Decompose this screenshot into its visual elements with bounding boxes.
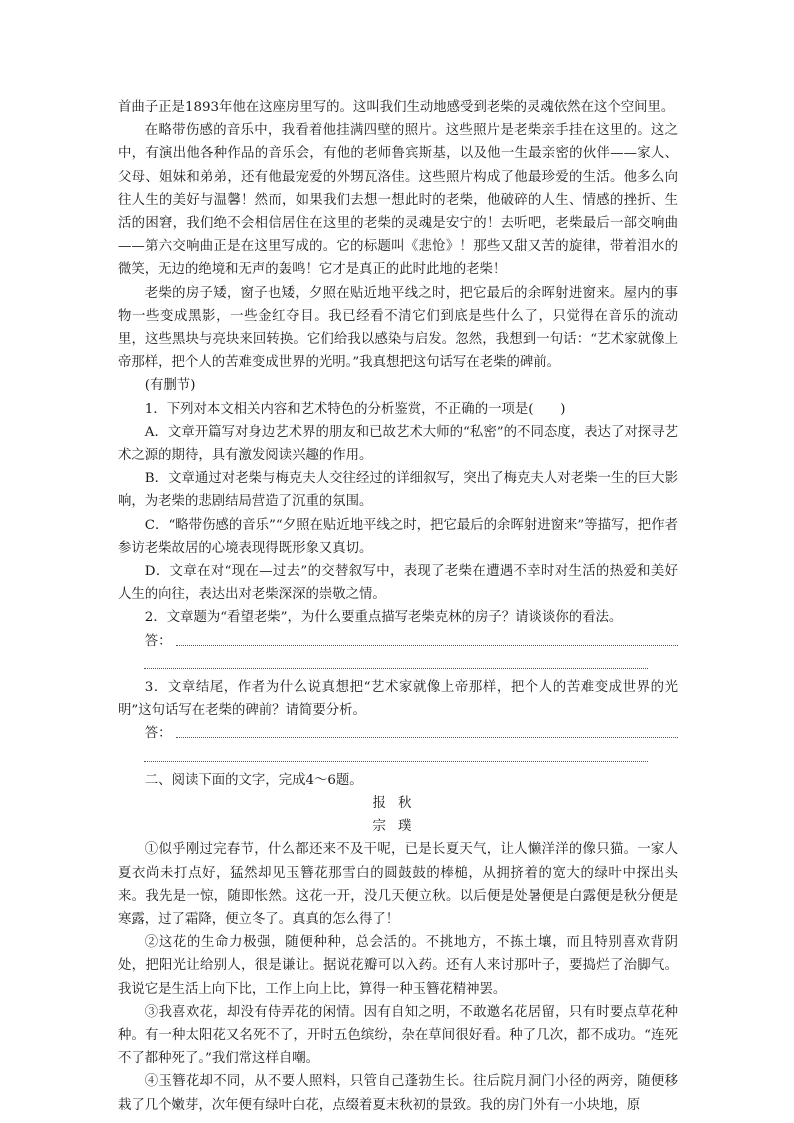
answer-label: 答： [144,633,172,649]
option-d: D．文章在对“现在—过去”的交替叙写中，表现了老柴在遭遇不幸时对生活的热爱和美好人生的向往，表达出对老柴深深的崇敬之情。 [118,564,678,603]
dotted-line [144,761,648,762]
passage-paragraph: 老柴的房子矮，窗子也矮，夕照在贴近地平线之时，把它最后的余晖射进窗来。屋内的事物一些变成黑影，一些金红夺目。我已经看不清它们到底是些什么了，只觉得在音乐的流动里，这些黑块与亮块来回转换。它们给我以感染与启发。忽然，我想到一句话：“艺术家就像上帝那样，把个人的苦难变成世界的光明。”我真想把这句话写在老柴的碑前。 [118,285,678,371]
document-page [118,96,678,1117]
article-paragraph: ③我喜欢花，却没有侍弄花的闲情。因有自知之明，不敢邀名花居留，只有时要点草花种种。有一种太阳花又名死不了，开时五色缤纷，杂在草间很好看。种了几次，都不成功。“连死不了都种死了。”我们常这样自嘲。 [118,1004,678,1067]
dotted-line [144,668,648,669]
option-b: B．文章通过对老柴与梅克夫人交往经过的详细叙写，突出了梅克夫人对老柴一生的巨大影响，为老柴的悲剧结局营造了沉重的氛围。 [118,471,678,510]
article-author: 宗璞 [372,819,424,835]
section-heading: 二、阅读下面的文字，完成4～6题。 [144,772,363,788]
dotted-line [176,645,678,646]
passage-paragraph: 首曲子正是1893年他在这座房里写的。这叫我们生动地感受到老柴的灵魂依然在这个空间里。 [118,100,675,115]
question-2: 2．文章题为“看望老柴”，为什么要重点描写老柴克林的房子？请谈谈你的看法。 [144,610,623,626]
article-paragraph: ④玉簪花却不同，从不要人照料，只管自己蓬勃生长。往后院月洞门小径的两旁，随便移栽了几个嫩芽，次年便有绿叶白花，点缀着夏末秋初的景致。我的房门外有一小块地，原 [118,1074,678,1113]
option-a: A．文章开篇写对身边艺术界的朋友和已故艺术大师的“私密”的不同态度，表达了对探寻艺术之源的期待，具有激发阅读兴趣的作用。 [118,424,678,464]
article-title: 报秋 [372,796,424,812]
answer-line[interactable] [118,746,678,769]
question-1: 1．下列对本文相关内容和艺术特色的分析鉴赏，不正确的一项是( ) [144,401,566,417]
answer-line[interactable] [118,630,678,653]
answer-line[interactable] [118,653,678,676]
passage-paragraph: 在略带伤感的音乐中，我看着他挂满四壁的照片。这些照片是老柴亲手挂在这里的。这之中，有演出他各种作品的音乐会，有他的老师鲁宾斯基，以及他一生最亲密的伙伴——家人、父母、姐妹和弟弟，还有他最宠爱的外甥瓦洛佳。这些照片构成了他最珍爱的生活。他多么向往人生的美好与温馨！然而，如果我们去想一想此时的老柴，他破碎的人生、情感的挫折、生活的困窘，我们绝不会相信居住在这里的老柴的灵魂是安宁的！去听吧，老柴最后一部交响曲——第六交响曲正是在这里写成的。它的标题叫《悲怆》！那些又甜又苦的旋律，带着泪水的微笑，无边的绝境和无声的轰鸣！它才是真正的此时此地的老柴！ [118,123,678,278]
option-c: C．“略带伤感的音乐”“夕照在贴近地平线之时，把它最后的余晖射进窗来”等描写，把作者参访老柴故居的心境表现得既形象又真切。 [118,517,678,556]
dotted-line [176,737,678,738]
question-3: 3．文章结尾，作者为什么说真想把“艺术家就像上帝那样，把个人的苦难变成世界的光明”这句话写在老柴的碑前？请简要分析。 [118,680,678,719]
article-paragraph: ①似乎刚过完春节，什么都还来不及干呢，已是长夏天气，让人懒洋洋的像只猫。一家人夏衣尚未打点好，猛然却见玉簪花那雪白的圆鼓鼓的棒槌，从拥挤着的宽大的绿叶中探出头来。我先是一惊，随即怅然。这花一开，没几天便立秋。以后便是处暑便是白露便是秋分便是寒露，过了霜降，便立冬了。真真的怎么得了！ [118,842,678,928]
article-paragraph: ②这花的生命力极强，随便种种，总会活的。不挑地方，不拣土壤，而且特别喜欢背阴处，把阳光让给别人，很是谦让。据说花瓣可以入药。还有人来讨那叶子，要捣烂了治脚气。我说它是生活上向下比，工作上向上比，算得一种玉簪花精神罢。 [118,935,678,997]
answer-label: 答： [144,726,172,742]
answer-line[interactable] [118,722,678,745]
abridged-note: (有删节) [144,378,196,394]
